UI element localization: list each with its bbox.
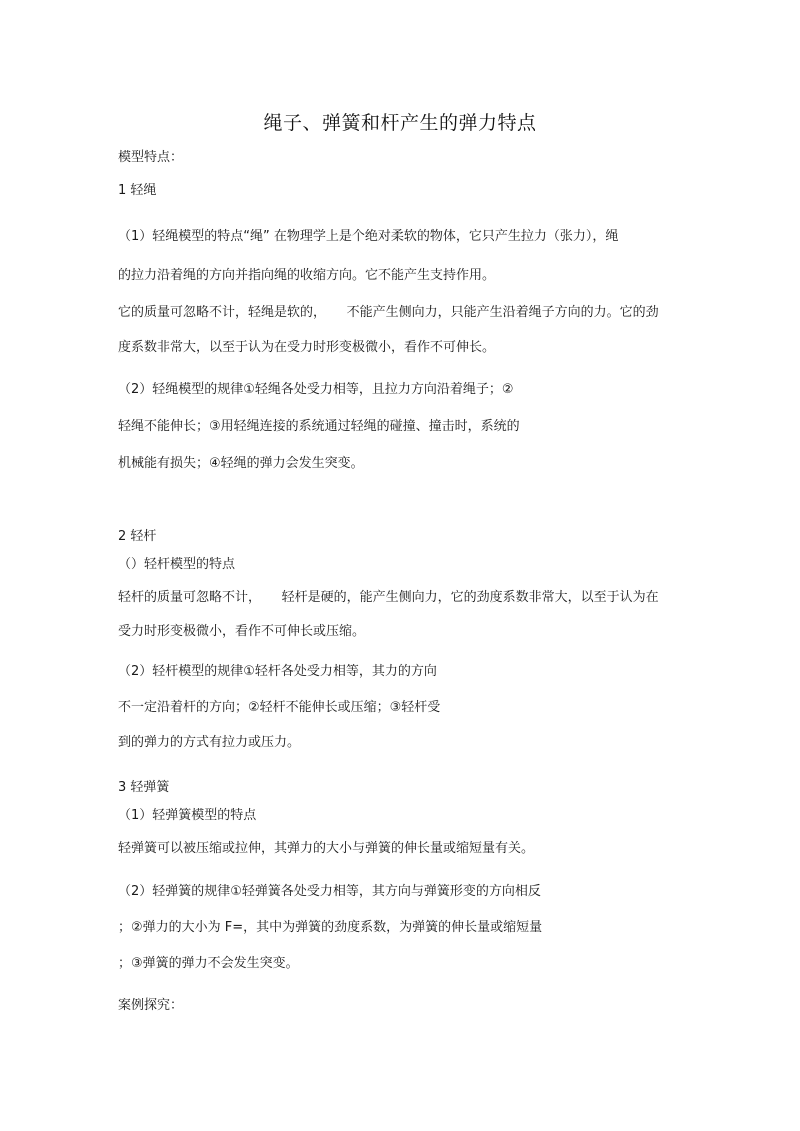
paragraph-line: 不一定沿着杆的方向；②轻杆不能伸长或压缩；③轻杆受 — [118, 700, 441, 715]
section-heading-light-rod: 2 轻杆 — [118, 529, 157, 544]
paragraph-line: （1）轻绳模型的特点“绳” 在物理学上是个绝对柔软的物体，它只产生拉力（张力），绳 — [118, 229, 619, 244]
paragraph-line: 轻弹簧可以被压缩或拉伸，其弹力的大小与弹簧的伸长量或缩短量有关。 — [118, 841, 535, 856]
paragraph-line: （1）轻弹簧模型的特点 — [118, 808, 257, 823]
paragraph-line: ；③弹簧的弹力不会发生突变。 — [118, 956, 299, 971]
paragraph-line: 受力时形变极微小，看作不可伸长或压缩。 — [118, 624, 366, 639]
section-heading-light-rope: 1 轻绳 — [118, 183, 157, 198]
paragraph-line: 它的质量可忽略不计，轻绳是软的， 不能产生侧向力，只能产生沿着绳子方向的力。它的劲 — [118, 305, 659, 320]
document-title: 绳子、弹簧和杆产生的弹力特点 — [263, 112, 537, 134]
paragraph-line: （）轻杆模型的特点 — [118, 557, 236, 572]
paragraph-line: 的拉力沿着绳的方向并指向绳的收缩方向。它不能产生支持作用。 — [118, 268, 496, 283]
section-heading-case-study: 案例探究： — [118, 998, 184, 1013]
paragraph-line: 机械能有损失；④轻绳的弹力会发生突变。 — [118, 456, 364, 471]
paragraph-line: （2）轻弹簧的规律①轻弹簧各处受力相等，其方向与弹簧形变的方向相反 — [118, 884, 541, 899]
paragraph-line: ；②弹力的大小为 F=，其中为弹簧的劲度系数，为弹簧的伸长量或缩短量 — [118, 920, 543, 935]
paragraph-line: （2）轻绳模型的规律①轻绳各处受力相等，且拉力方向沿着绳子；② — [118, 382, 514, 397]
paragraph-line: 度系数非常大，以至于认为在受力时形变极微小，看作不可伸长。 — [118, 340, 496, 355]
paragraph-line: 轻绳不能伸长；③用轻绳连接的系统通过轻绳的碰撞、撞击时，系统的 — [118, 419, 520, 434]
paragraph-line: 轻杆的质量可忽略不计， 轻杆是硬的，能产生侧向力，它的劲度系数非常大，以至于认为在 — [118, 590, 659, 605]
paragraph-line: （2）轻杆模型的规律①轻杆各处受力相等，其力的方向 — [118, 664, 437, 679]
section-heading-model-features: 模型特点： — [118, 150, 184, 165]
section-heading-light-spring: 3 轻弹簧 — [118, 780, 170, 795]
paragraph-line: 到的弹力的方式有拉力或压力。 — [118, 735, 301, 750]
